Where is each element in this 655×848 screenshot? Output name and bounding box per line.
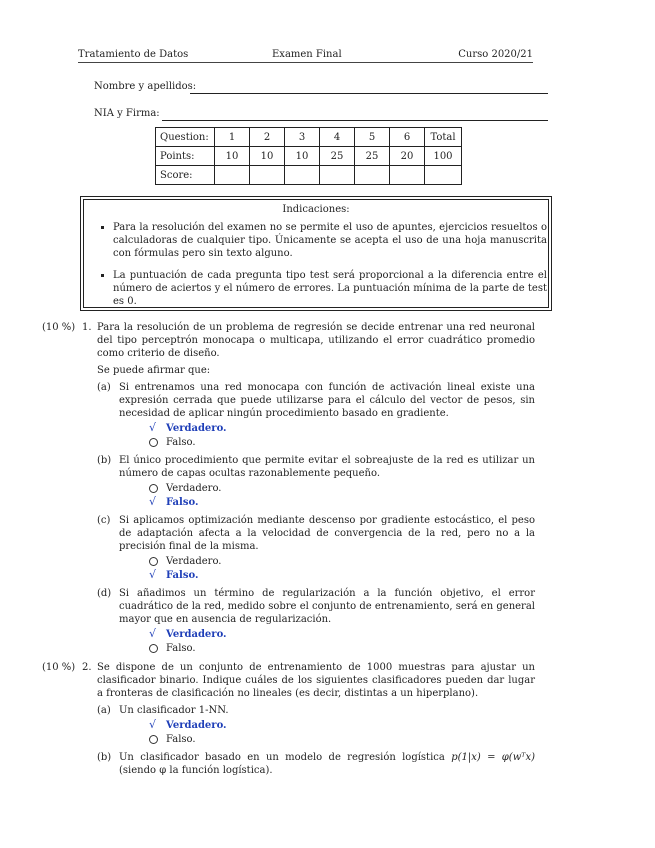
option-label: Verdadero. <box>166 720 227 731</box>
score-cell[interactable] <box>355 166 390 185</box>
checkmark-icon: √ <box>149 718 157 731</box>
score-row <box>156 166 462 185</box>
course-name: Tratamiento de Datos <box>78 49 189 60</box>
option-true[interactable] <box>149 422 535 436</box>
points-cell: 25 <box>355 147 390 166</box>
part-label: (d) <box>97 588 112 599</box>
nia-line[interactable] <box>162 120 548 121</box>
option-false[interactable] <box>149 642 535 656</box>
option-label: Verdadero. <box>166 483 222 494</box>
question-1 <box>42 321 535 660</box>
question-part-c <box>97 514 535 583</box>
row-header: Question: <box>156 128 215 147</box>
part-label: (b) <box>97 455 112 466</box>
score-total-cell[interactable] <box>425 166 462 185</box>
row-header: Score: <box>156 166 215 185</box>
points-cell: 25 <box>320 147 355 166</box>
part-label: (a) <box>97 382 111 393</box>
question-statement: Se dispone de un conjunto de entrenamiento de 1000 muestras para ajustar un clasificador binario. Indique cuáles de los siguientes clasificadores pueden dar lugar a fronteras de clasificación no lineales (es decir, distintas a un hiperplano). <box>97 662 535 699</box>
question-number: 1. <box>82 322 92 333</box>
radio-circle-icon[interactable] <box>149 484 158 493</box>
option-label: Verdadero. <box>166 629 227 640</box>
part-text-after: (siendo φ la función logística). <box>119 765 273 776</box>
question-2 <box>42 661 535 777</box>
points-row <box>156 147 462 166</box>
total-header: Total <box>425 128 462 147</box>
question-number: 2 <box>250 128 285 147</box>
points-cell: 10 <box>285 147 320 166</box>
part-text <box>119 751 535 777</box>
option-false[interactable] <box>149 496 535 510</box>
question-part-b <box>97 751 535 777</box>
name-label: Nombre y apellidos: <box>94 81 197 92</box>
exam-title: Examen Final <box>272 49 342 60</box>
instructions-box <box>80 196 552 311</box>
instructions-title: Indicaciones: <box>282 204 350 215</box>
nia-label: NIA y Firma: <box>94 108 160 119</box>
score-cell[interactable] <box>285 166 320 185</box>
part-text-before: Un clasificador basado en un modelo de regresión logística <box>119 752 445 763</box>
points-cell: 20 <box>390 147 425 166</box>
question-lead: Se puede afirmar que: <box>97 365 211 376</box>
instruction-item: Para la resolución del examen no se permite el uso de apuntes, ejercicios resueltos o calculadoras de cualquier tipo. Únicamente se acepta el uso de una hoja manuscrita con fórmulas pero sin texto alguno. <box>99 221 547 260</box>
part-label: (a) <box>97 705 111 716</box>
part-label: (c) <box>97 515 111 526</box>
radio-circle-icon[interactable] <box>149 557 158 566</box>
option-label: Verdadero. <box>166 423 227 434</box>
option-label: Falso. <box>166 497 199 508</box>
name-field[interactable] <box>94 80 549 94</box>
question-weight: (10 %) <box>42 662 76 673</box>
points-cell: 10 <box>215 147 250 166</box>
part-text: Si añadimos un término de regularización a la función objetivo, el error cuadrático de la red, medido sobre el conjunto de entrenamiento, será en general mayor que en ausencia de regularización. <box>119 588 535 625</box>
part-text: Si entrenamos una red monocapa con función de activación lineal existe una expresión cerrada que puede utilizarse para el cálculo del vector de pesos, sin necesidad de aplicar ningún procedimiento basado en gradiente. <box>119 382 535 419</box>
question-number: 5 <box>355 128 390 147</box>
part-text: El único procedimiento que permite evitar el sobreajuste de la red es utilizar un número de capas ocultas razonablemente pequeño. <box>119 455 535 479</box>
answer-options <box>149 422 535 450</box>
question-part-b <box>97 454 535 510</box>
option-false[interactable] <box>149 436 535 450</box>
option-true[interactable] <box>149 555 535 569</box>
question-part-d <box>97 587 535 656</box>
option-false[interactable] <box>149 733 535 747</box>
score-cell[interactable] <box>215 166 250 185</box>
score-cell[interactable] <box>320 166 355 185</box>
nia-field[interactable] <box>94 107 549 121</box>
answer-options <box>149 555 535 583</box>
option-label: Falso. <box>166 570 199 581</box>
instructions-list <box>99 221 547 308</box>
option-label: Falso. <box>166 734 196 745</box>
points-table <box>155 127 462 185</box>
option-false[interactable] <box>149 569 535 583</box>
option-label: Falso. <box>166 437 196 448</box>
question-number: 4 <box>320 128 355 147</box>
question-row <box>156 128 462 147</box>
academic-year: Curso 2020/21 <box>458 49 533 60</box>
question-number: 3 <box>285 128 320 147</box>
checkmark-icon: √ <box>149 627 157 640</box>
points-cell: 10 <box>250 147 285 166</box>
checkmark-icon: √ <box>149 495 157 508</box>
score-cell[interactable] <box>250 166 285 185</box>
option-true[interactable] <box>149 482 535 496</box>
header-rule <box>78 62 533 63</box>
answer-options <box>149 719 535 747</box>
radio-circle-icon[interactable] <box>149 438 158 447</box>
checkmark-icon: √ <box>149 568 157 581</box>
part-text: Un clasificador 1-NN. <box>119 705 229 716</box>
question-part-a <box>97 381 535 450</box>
part-text: Si aplicamos optimización mediante descenso por gradiente estocástico, el peso de adaptación afecta a la velocidad de convergencia de la red, pero no a la precisión final de la misma. <box>119 515 535 552</box>
logistic-formula: p(1|x) = φ(wᵀx) <box>451 752 536 763</box>
answer-options <box>149 482 535 510</box>
question-statement: Para la resolución de un problema de regresión se decide entrenar una red neuronal del tipo perceptrón monocapa o multicapa, utilizando el error cuadrático promedio como criterio de diseño. <box>97 322 535 359</box>
radio-circle-icon[interactable] <box>149 644 158 653</box>
option-true[interactable] <box>149 719 535 733</box>
part-label: (b) <box>97 752 112 763</box>
option-label: Falso. <box>166 643 196 654</box>
total-points: 100 <box>425 147 462 166</box>
radio-circle-icon[interactable] <box>149 735 158 744</box>
option-true[interactable] <box>149 628 535 642</box>
option-label: Verdadero. <box>166 556 222 567</box>
question-weight: (10 %) <box>42 322 76 333</box>
checkmark-icon: √ <box>149 421 157 434</box>
question-number: 2. <box>82 662 92 673</box>
question-number: 6 <box>390 128 425 147</box>
instruction-item: La puntuación de cada pregunta tipo test será proporcional a la diferencia entre el número de aciertos y el número de errores. La puntuación mínima de la parte de test es 0. <box>99 269 547 308</box>
row-header: Points: <box>156 147 215 166</box>
score-cell[interactable] <box>390 166 425 185</box>
page-header <box>78 48 533 60</box>
question-number: 1 <box>215 128 250 147</box>
answer-options <box>149 628 535 656</box>
name-line[interactable] <box>190 93 548 94</box>
question-part-a <box>97 704 535 747</box>
